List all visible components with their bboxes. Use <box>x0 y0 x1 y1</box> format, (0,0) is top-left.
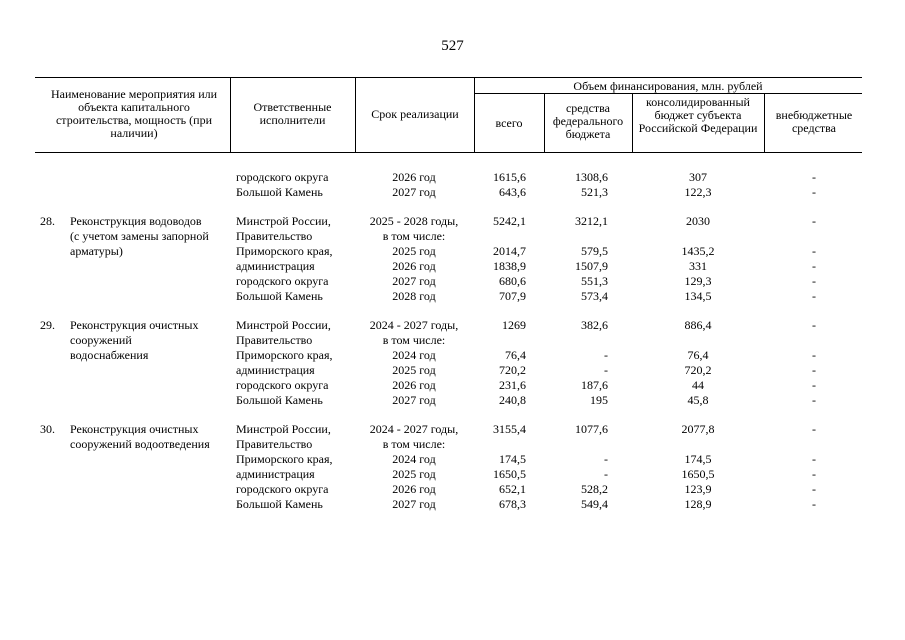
cell-total: 643,6 <box>499 185 526 199</box>
cell-federal: 1077,6 <box>575 422 608 436</box>
cell-extrabudget: - <box>812 348 816 362</box>
cell-federal: 382,6 <box>581 318 608 332</box>
cell-term: в том числе: <box>382 229 446 243</box>
cell-responsible: Минстрой России, <box>236 422 331 436</box>
header-term-column: Срок реализации <box>371 107 459 121</box>
cell-federal: 528,2 <box>581 482 608 496</box>
cell-federal: - <box>604 452 608 466</box>
cell-responsible: Приморского края, <box>236 452 333 466</box>
cell-term: 2026 год <box>392 482 436 496</box>
cell-responsible: городского округа <box>236 274 329 288</box>
cell-extrabudget: - <box>812 259 816 273</box>
cell-extrabudget: - <box>812 363 816 377</box>
cell-extrabudget: - <box>812 289 816 303</box>
cell-regional: 134,5 <box>684 289 712 303</box>
header-extra-column: внебюджетные средства <box>775 108 853 135</box>
cell-responsible: Правительство <box>236 437 313 451</box>
cell-total: 2014,7 <box>493 244 526 258</box>
cell-federal: 521,3 <box>581 185 608 199</box>
cell-extrabudget: - <box>812 452 816 466</box>
item-name-line: арматуры) <box>70 244 123 258</box>
cell-term: 2024 - 2027 годы, <box>369 318 459 332</box>
item-name-line: сооружений <box>70 333 132 347</box>
cell-extrabudget: - <box>812 497 816 511</box>
cell-regional: 174,5 <box>684 452 712 466</box>
cell-extrabudget: - <box>812 482 816 496</box>
cell-responsible: городского округа <box>236 170 329 184</box>
cell-regional: 1650,5 <box>681 467 715 481</box>
cell-federal: 579,5 <box>581 244 608 258</box>
cell-total: 1838,9 <box>493 259 526 273</box>
item-name-line: (с учетом замены запорной <box>70 229 209 243</box>
item-name-line: сооружений водоотведения <box>70 437 210 451</box>
cell-federal: - <box>604 363 608 377</box>
cell-responsible: Правительство <box>236 333 313 347</box>
cell-extrabudget: - <box>812 467 816 481</box>
cell-term: 2024 год <box>392 452 436 466</box>
header-bottom-rule <box>35 152 862 153</box>
cell-responsible: администрация <box>236 363 315 377</box>
cell-regional: 307 <box>689 170 707 184</box>
cell-federal: 1507,9 <box>575 259 608 273</box>
cell-total: 174,5 <box>499 452 526 466</box>
cell-total: 240,8 <box>499 393 526 407</box>
cell-term: 2024 год <box>392 348 436 362</box>
cell-responsible: Большой Камень <box>236 497 323 511</box>
cell-total: 231,6 <box>499 378 526 392</box>
cell-total: 652,1 <box>499 482 526 496</box>
cell-responsible: Минстрой России, <box>236 318 331 332</box>
cell-responsible: администрация <box>236 259 315 273</box>
cell-extrabudget: - <box>812 214 816 228</box>
cell-responsible: городского округа <box>236 482 329 496</box>
header-sub-rule <box>474 93 862 94</box>
cell-federal: 551,3 <box>581 274 608 288</box>
header-federal-column: средства федерального бюджета <box>552 101 624 141</box>
item-name-line: Реконструкция водоводов <box>70 214 202 228</box>
cell-regional: 123,9 <box>684 482 712 496</box>
cell-federal: 549,4 <box>581 497 608 511</box>
cell-total: 707,9 <box>499 289 526 303</box>
cell-extrabudget: - <box>812 393 816 407</box>
header-funding-group: Объем финансирования, млн. рублей <box>573 79 763 93</box>
cell-extrabudget: - <box>812 185 816 199</box>
cell-regional: 45,8 <box>687 393 709 407</box>
item-name-line: водоснабжения <box>70 348 149 362</box>
cell-regional: 331 <box>689 259 707 273</box>
cell-responsible: администрация <box>236 467 315 481</box>
cell-term: 2026 год <box>392 170 436 184</box>
page-number: 527 <box>441 38 464 54</box>
cell-federal: - <box>604 348 608 362</box>
cell-term: 2027 год <box>392 185 436 199</box>
cell-extrabudget: - <box>812 422 816 436</box>
cell-total: 1615,6 <box>493 170 526 184</box>
cell-total: 678,3 <box>499 497 526 511</box>
cell-extrabudget: - <box>812 170 816 184</box>
header-name-column: Наименование мероприятия или объекта капитального строительства, мощность (при наличии) <box>50 87 218 140</box>
cell-federal: 3212,1 <box>575 214 608 228</box>
cell-total: 680,6 <box>499 274 526 288</box>
item-number: 28. <box>40 214 55 228</box>
cell-term: 2026 год <box>392 259 436 273</box>
cell-regional: 720,2 <box>684 363 712 377</box>
header-regional-column: консолидированный бюджет субъекта Российской Федерации <box>638 95 758 135</box>
cell-federal: 187,6 <box>581 378 608 392</box>
cell-term: 2025 год <box>392 244 436 258</box>
col-divider-5 <box>632 93 633 152</box>
item-number: 30. <box>40 422 55 436</box>
col-divider-2 <box>355 77 356 152</box>
cell-federal: 195 <box>590 393 608 407</box>
cell-regional: 44 <box>692 378 704 392</box>
cell-term: 2025 год <box>392 363 436 377</box>
cell-federal: 1308,6 <box>575 170 608 184</box>
cell-term: 2027 год <box>392 497 436 511</box>
cell-total: 5242,1 <box>493 214 526 228</box>
cell-total: 3155,4 <box>493 422 526 436</box>
cell-regional: 128,9 <box>684 497 712 511</box>
cell-total: 1650,5 <box>493 467 526 481</box>
cell-regional: 76,4 <box>687 348 709 362</box>
cell-regional: 122,3 <box>684 185 712 199</box>
cell-term: 2024 - 2027 годы, <box>369 422 459 436</box>
header-responsible-column: Ответственные исполнители <box>253 100 332 127</box>
cell-responsible: Минстрой России, <box>236 214 331 228</box>
cell-extrabudget: - <box>812 274 816 288</box>
cell-regional: 2077,8 <box>681 422 715 436</box>
cell-total: 720,2 <box>499 363 526 377</box>
cell-responsible: Приморского края, <box>236 244 333 258</box>
cell-extrabudget: - <box>812 378 816 392</box>
cell-responsible: Правительство <box>236 229 313 243</box>
cell-term: 2026 год <box>392 378 436 392</box>
item-number: 29. <box>40 318 55 332</box>
cell-term: в том числе: <box>382 333 446 347</box>
cell-term: 2028 год <box>392 289 436 303</box>
item-name-line: Реконструкция очистных <box>70 318 199 332</box>
cell-term: 2025 - 2028 годы, <box>369 214 459 228</box>
cell-total: 1269 <box>502 318 526 332</box>
cell-term: 2027 год <box>392 393 436 407</box>
cell-responsible: Большой Камень <box>236 289 323 303</box>
cell-regional: 1435,2 <box>681 244 715 258</box>
col-divider-4 <box>544 93 545 152</box>
cell-federal: - <box>604 467 608 481</box>
cell-responsible: Приморского края, <box>236 348 333 362</box>
cell-federal: 573,4 <box>581 289 608 303</box>
col-divider-1 <box>230 77 231 152</box>
cell-responsible: городского округа <box>236 378 329 392</box>
header-top-rule <box>35 77 862 78</box>
cell-total: 76,4 <box>505 348 526 362</box>
cell-responsible: Большой Камень <box>236 185 323 199</box>
cell-extrabudget: - <box>812 244 816 258</box>
cell-responsible: Большой Камень <box>236 393 323 407</box>
col-divider-3 <box>474 77 475 152</box>
cell-regional: 129,3 <box>684 274 712 288</box>
cell-extrabudget: - <box>812 318 816 332</box>
cell-term: в том числе: <box>382 437 446 451</box>
header-total-column: всего <box>495 116 523 130</box>
col-divider-6 <box>764 93 765 152</box>
item-name-line: Реконструкция очистных <box>70 422 199 436</box>
cell-term: 2025 год <box>392 467 436 481</box>
cell-term: 2027 год <box>392 274 436 288</box>
cell-regional: 886,4 <box>684 318 712 332</box>
cell-regional: 2030 <box>686 214 710 228</box>
